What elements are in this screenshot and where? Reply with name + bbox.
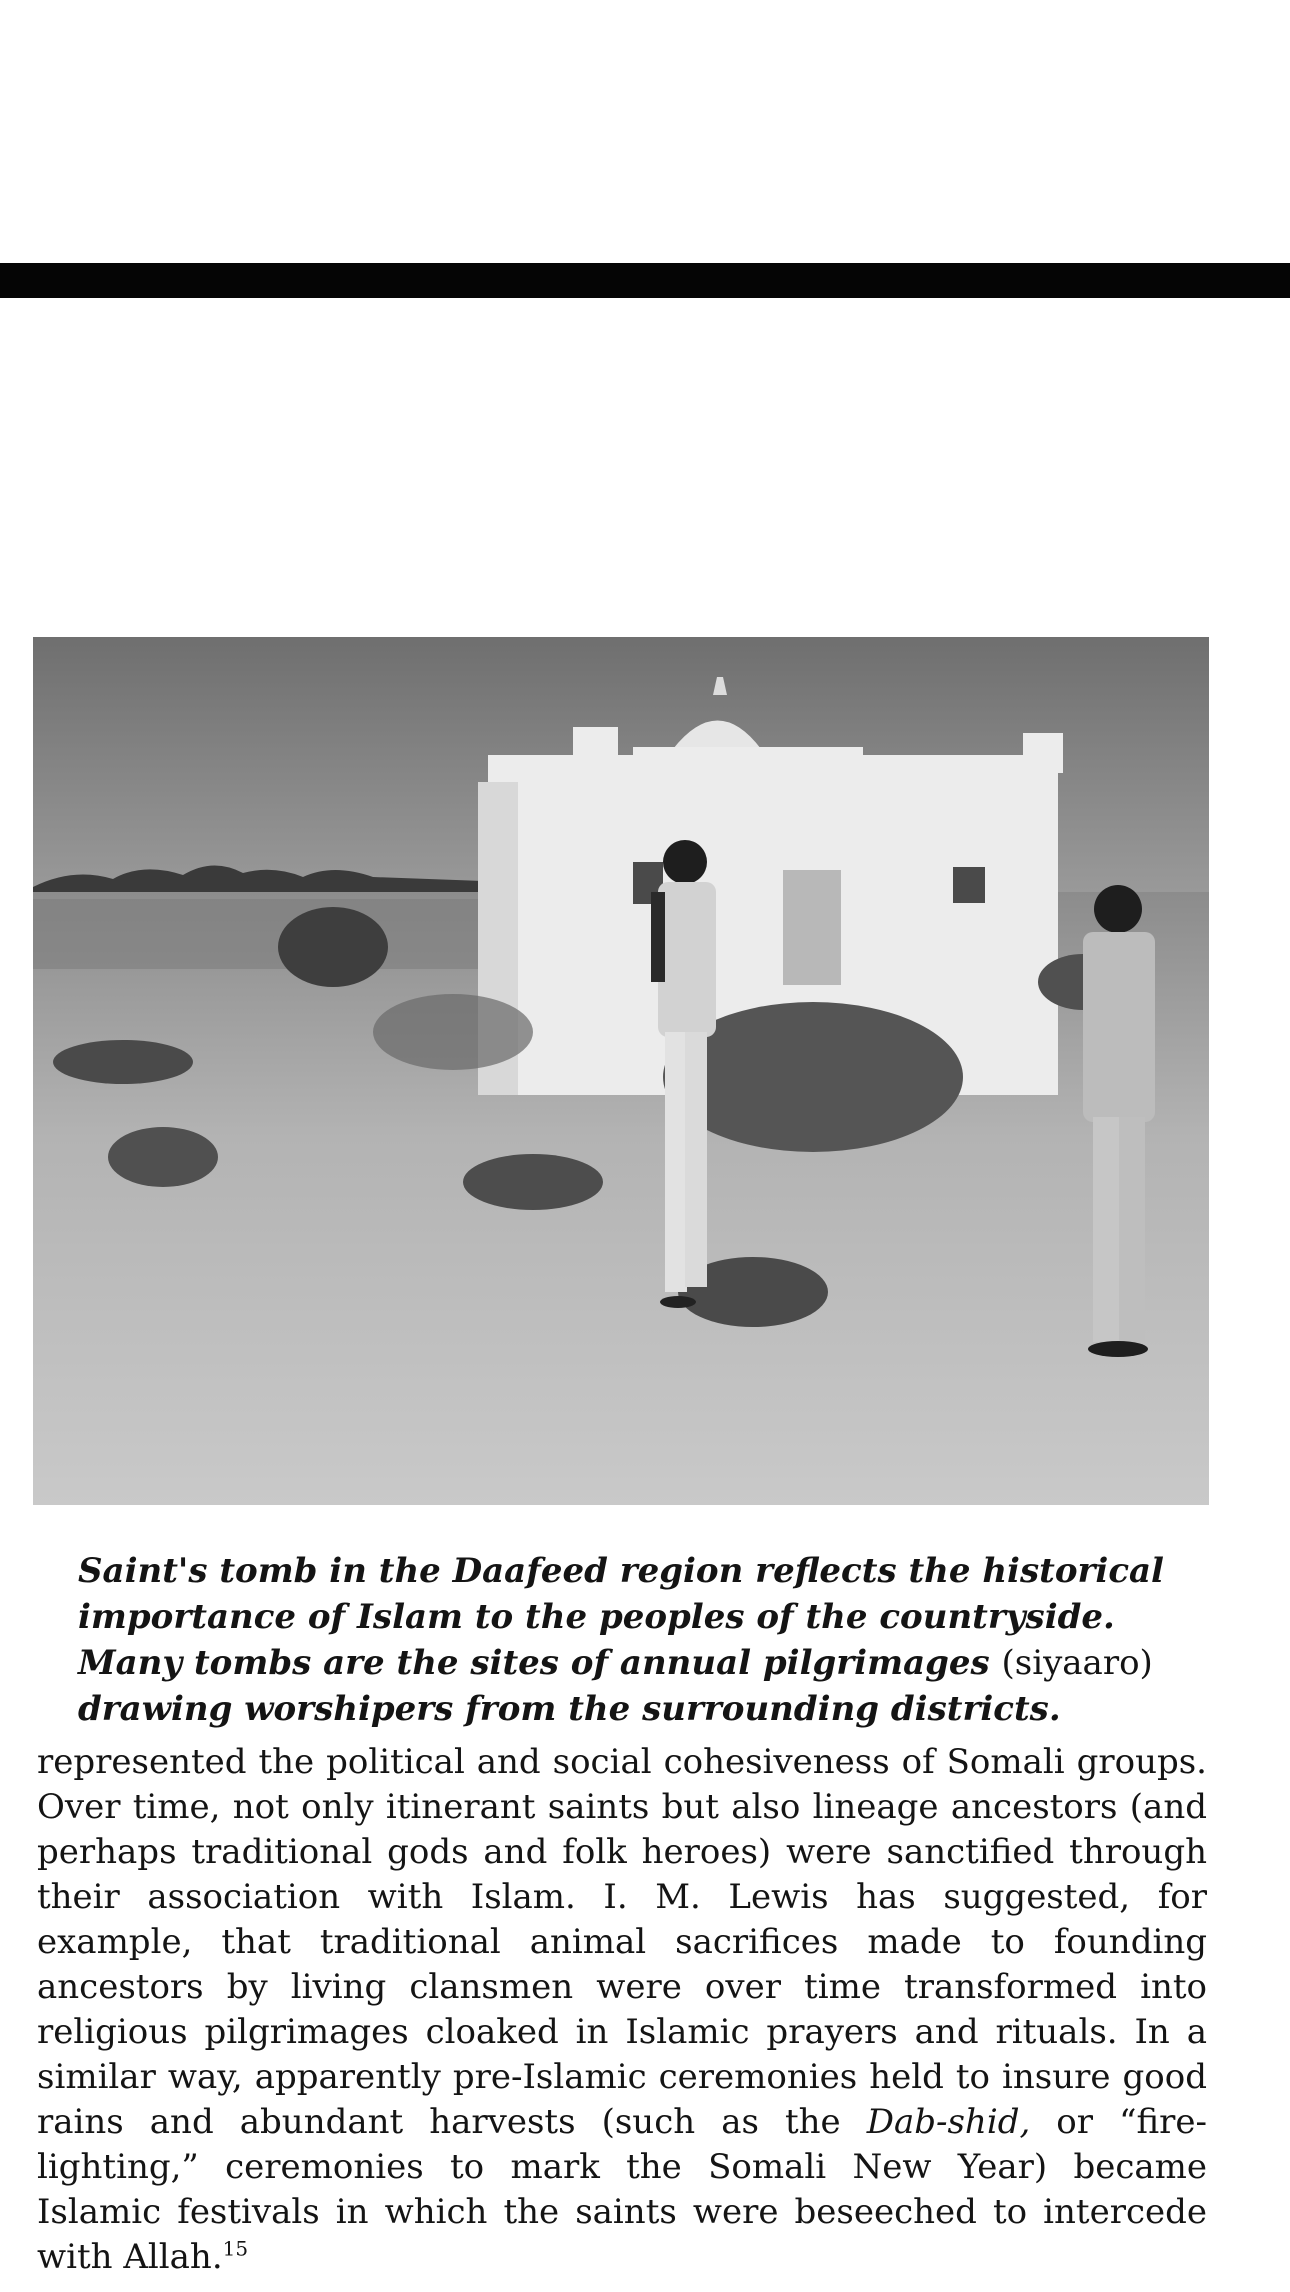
photo-caption	[78, 1548, 1218, 1732]
body-term: Dab-shid,	[866, 2102, 1031, 2142]
page-top-band	[0, 263, 1290, 298]
caption-text-1: Saint's tomb in the Daafeed region reflects the historical importance of Islam to the peoples of the countryside. Many tombs are the sites of annual pilgrimages	[78, 1551, 1164, 1683]
body-text-2: or “fire-lighting,” ceremonies to mark the Somali New Year) became Islamic festivals in which the saints were beseeched to intercede with Allah.	[37, 2102, 1207, 2277]
caption-text-2: drawing worshipers from the surrounding districts.	[78, 1689, 1061, 1729]
footnote-marker: 15	[222, 2236, 249, 2261]
body-text-1: represented the political and social cohesiveness of Somali groups. Over time, not only itinerant saints but also lineage ancestors (and perhaps traditional gods and folk heroes) were sanctified through their association with Islam. I. M. Lewis has suggested, for example, that traditional animal sacrifices made to founding ancestors by living clansmen were over time transformed into religious pilgrimages cloaked in Islamic prayers and rituals. In a similar way, apparently pre-Islamic ceremonies held to insure good rains and abundant harvests (such as the	[37, 1742, 1207, 2142]
caption-term: (siyaaro)	[1001, 1643, 1153, 1683]
body-paragraph	[37, 1740, 1207, 2292]
saints-tomb-photo	[33, 637, 1209, 1505]
